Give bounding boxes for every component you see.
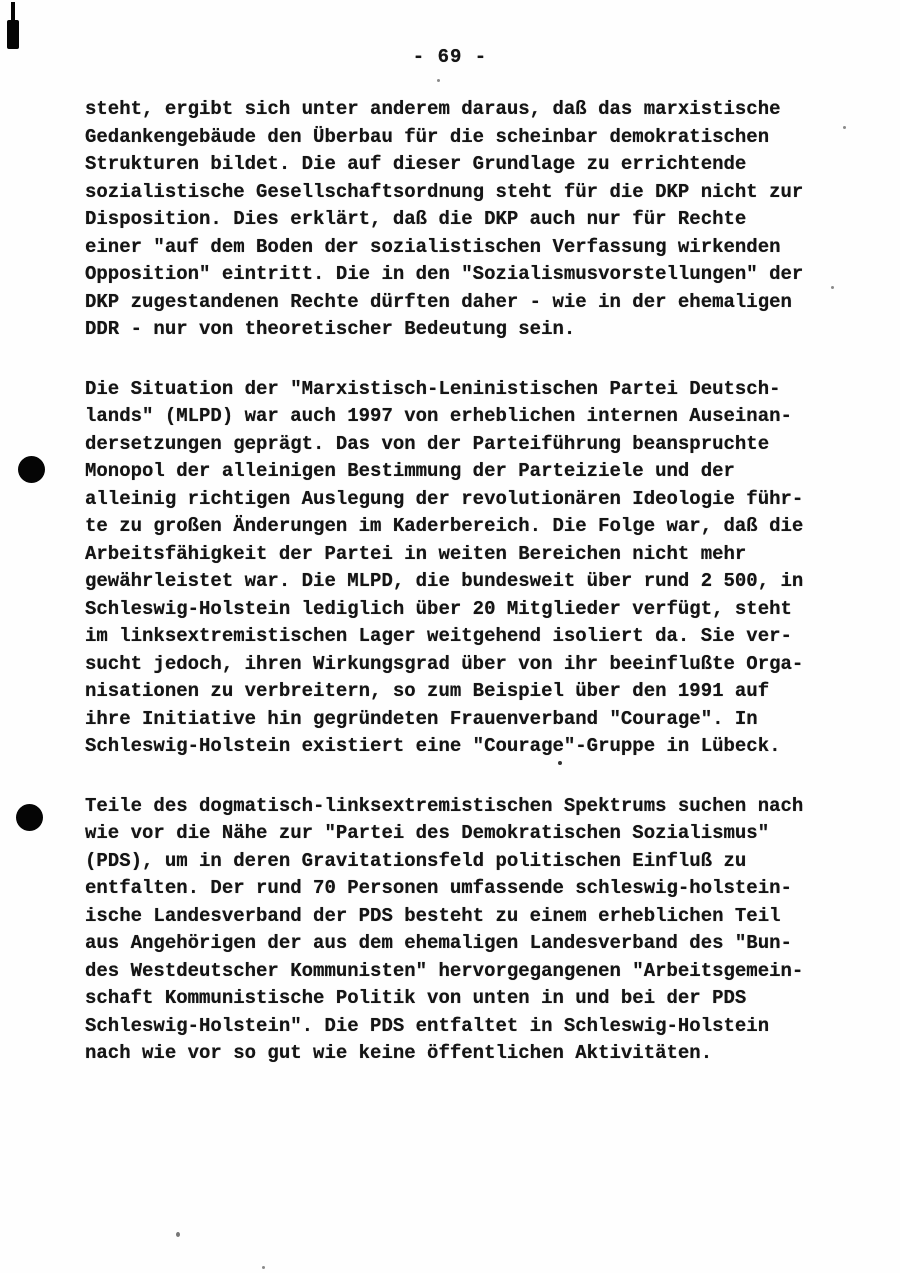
margin-dot-icon	[18, 456, 45, 483]
scan-speck	[176, 1232, 180, 1237]
text-line: dersetzungen geprägt. Das von der Parteiführung beanspruchte	[85, 432, 770, 455]
scan-speck	[437, 79, 440, 82]
text-line: Monopol der alleinigen Bestimmung der Parteiziele und der	[85, 460, 735, 482]
text-line: te zu großen Änderungen im Kaderbereich. Die Folge war, daß die	[85, 515, 804, 537]
text-line: Schleswig-Holstein existiert eine "Courage"-Gruppe in Lübeck.	[85, 735, 781, 757]
text-line: Arbeitsfähigkeit der Partei in weiten Bereichen nicht mehr	[85, 542, 747, 565]
text-line: schaft Kommunistische Politik von unten in und bei der PDS	[85, 987, 747, 1009]
text-line: Schleswig-Holstein lediglich über 20 Mitglieder verfügt, steht	[85, 597, 792, 620]
text-line: nisationen zu verbreitern, so zum Beispiel über den 1991 auf	[85, 680, 770, 702]
text-line: des Westdeutscher Kommunisten" hervorgegangenen "Arbeitsgemein-	[85, 959, 804, 982]
text-line: lands" (MLPD) war auch 1997 von erheblichen internen Auseinan-	[85, 405, 792, 427]
text-line: sucht jedoch, ihren Wirkungsgrad über von ihr beeinflußte Orga-	[85, 652, 804, 675]
scan-speck	[262, 1266, 265, 1269]
text-line: gewährleistet war. Die MLPD, die bundesweit über rund 2 500, in	[85, 570, 804, 592]
paragraph	[85, 96, 815, 344]
text-line: Opposition" eintritt. Die in den "Sozialismusvorstellungen" der	[85, 263, 804, 285]
text-line: Schleswig-Holstein". Die PDS entfaltet in Schleswig-Holstein	[85, 1014, 770, 1037]
text-line: Teile des dogmatisch-linksextremistischen Spektrums suchen nach	[85, 794, 804, 817]
page-number: - 69 -	[412, 46, 488, 68]
text-line: im linksextremistischen Lager weitgehend isoliert da. Sie ver-	[85, 625, 792, 647]
scan-ink-mark-blob	[7, 20, 19, 49]
scan-speck	[831, 286, 834, 289]
text-line: Gedankengebäude den Überbau für die scheinbar demokratischen	[85, 125, 770, 148]
scan-speck	[843, 126, 846, 129]
text-line: Die Situation der "Marxistisch-Leninistischen Partei Deutsch-	[85, 377, 781, 400]
paragraph	[85, 376, 815, 761]
text-line: (PDS), um in deren Gravitationsfeld politischen Einfluß zu	[85, 849, 747, 872]
text-line: einer "auf dem Boden der sozialistischen Verfassung wirkenden	[85, 235, 781, 258]
paragraph	[85, 793, 815, 1068]
text-line: Disposition. Dies erklärt, daß die DKP auch nur für Rechte	[85, 208, 747, 230]
text-line: alleinig richtigen Auslegung der revolutionären Ideologie führ-	[85, 487, 804, 510]
text-line: DKP zugestandenen Rechte dürften daher - wie in der ehemaligen	[85, 290, 792, 313]
text-line: Strukturen bildet. Die auf dieser Grundlage zu errichtende	[85, 153, 747, 175]
text-line: ihre Initiative hin gegründeten Frauenverband "Courage". In	[85, 707, 758, 730]
text-line: entfalten. Der rund 70 Personen umfassende schleswig-holstein-	[85, 877, 792, 899]
text-line: steht, ergibt sich unter anderem daraus, daß das marxistische	[85, 98, 781, 120]
text-line: DDR - nur von theoretischer Bedeutung sein.	[85, 318, 576, 340]
text-line: ische Landesverband der PDS besteht zu einem erheblichen Teil	[85, 904, 781, 927]
text-line: wie vor die Nähe zur "Partei des Demokratischen Sozialismus"	[85, 822, 770, 844]
text-line: aus Angehörigen der aus dem ehemaligen Landesverband des "Bun-	[85, 932, 792, 954]
text-line: nach wie vor so gut wie keine öffentlichen Aktivitäten.	[85, 1042, 713, 1064]
text-line: sozialistische Gesellschaftsordnung steht für die DKP nicht zur	[85, 180, 804, 203]
margin-dot-icon	[16, 804, 43, 831]
document-body	[85, 96, 815, 1100]
